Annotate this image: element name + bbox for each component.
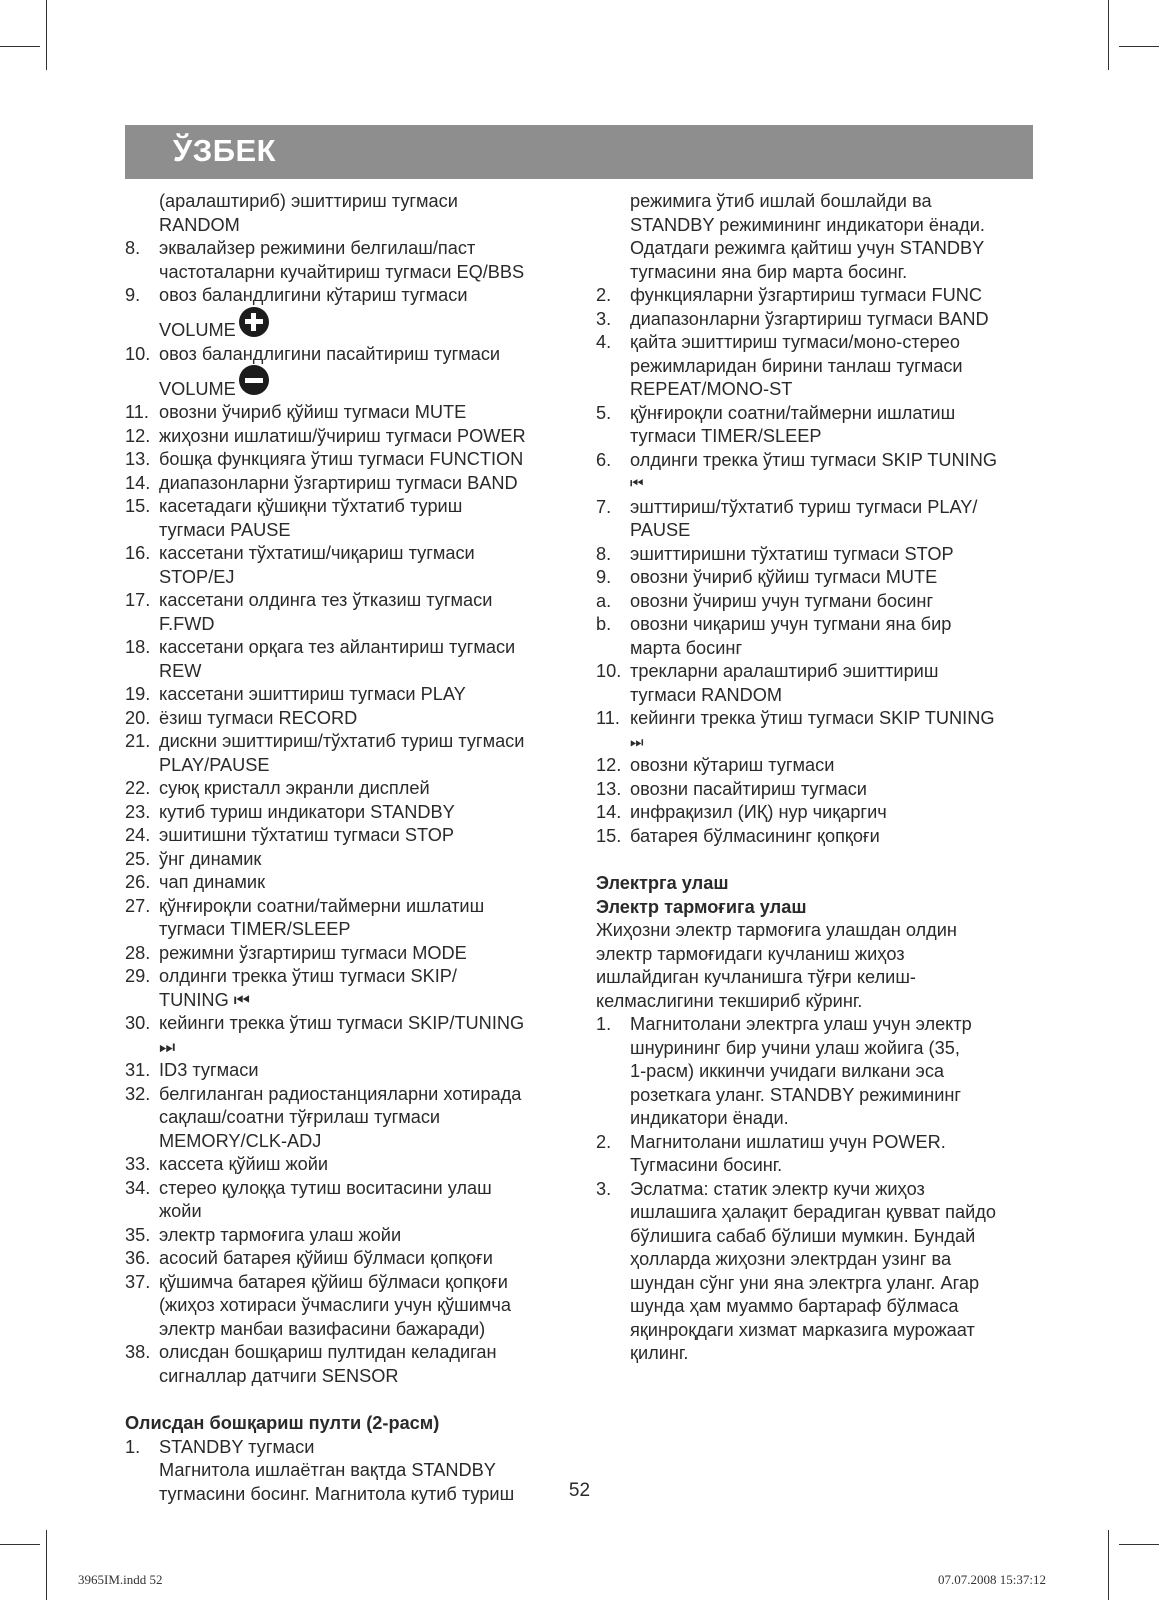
item-number: 7.: [596, 496, 612, 517]
list-item: [125, 472, 570, 496]
item-number: 34.: [125, 1177, 151, 1198]
item-text: марта босинг: [630, 637, 743, 658]
skip-back-icon: ⏮: [630, 475, 642, 492]
list-item: [125, 777, 570, 801]
item-number: 1.: [596, 1014, 612, 1034]
item-number: 10.: [596, 661, 622, 681]
item-number: 30.: [125, 1013, 151, 1033]
item-number: 23.: [125, 801, 151, 822]
list-item: [596, 449, 1036, 496]
item-text: диапазонларни ўзгартириш тугмаси BAND: [630, 308, 989, 329]
item-number: 36.: [125, 1248, 151, 1268]
item-text: кассета қўйиш жойи: [159, 1154, 329, 1174]
item-text: қўшимча батарея қўйиш бўлмаси қопқоғи: [159, 1271, 508, 1292]
text-line: Одатдаги режимга қайтиш учун STANDBY: [630, 238, 985, 258]
item-text: овозни кўтариш тугмаси: [630, 755, 835, 775]
list-item: [125, 1012, 570, 1059]
list-item: [596, 331, 1036, 402]
item-text: кассетани орқага тез айлантириш тугмаси: [159, 637, 516, 657]
item-number: 33.: [125, 1154, 151, 1174]
item-text: кутиб туриш индикатори STANDBY: [159, 801, 455, 822]
item-number: 9.: [596, 567, 612, 587]
language-header: [125, 125, 1033, 179]
crop-mark: [1108, 1530, 1109, 1600]
item-text: REW: [159, 660, 202, 681]
list-item: [125, 871, 570, 895]
item-number: 12.: [125, 425, 151, 446]
item-number: 1.: [125, 1436, 141, 1457]
item-text: розеткага уланг. STANDBY режимининг: [630, 1084, 962, 1105]
text-line: STANDBY режимининг индикатори ёнади.: [630, 214, 985, 235]
list-item: [596, 284, 1036, 308]
crop-mark: [46, 1530, 47, 1600]
text-line: Магнитола ишлаётган вақтда STANDBY: [159, 1460, 496, 1480]
item-text: ишлашига ҳалақит берадиган қувват пайдо: [630, 1202, 996, 1222]
item-text: дискни эшиттириш/тўхтатиб туриш тугмаси: [159, 731, 525, 751]
item-text: режимни ўзгартириш тугмаси MODE: [159, 942, 467, 963]
item-number: 9.: [125, 285, 141, 305]
list-item: [125, 284, 570, 308]
list-item: [125, 448, 570, 472]
item-text: эшиттиришни тўхтатиш тугмаси STOP: [630, 543, 954, 564]
item-text: бўлишига сабаб бўлиши мумкин. Бундай: [630, 1225, 976, 1246]
item-text: жиҳозни ишлатиш/ўчириш тугмаси POWER: [159, 425, 526, 446]
item-text: F.FWD: [159, 613, 215, 634]
item-text: тугмаси PAUSE: [159, 519, 291, 540]
item-text: эшттириш/тўхтатиб туриш тугмаси PLAY/: [630, 496, 978, 517]
item-number: b.: [596, 614, 612, 634]
section-heading-remote: Олисдан бошқариш пулти (2-расм): [125, 1413, 440, 1433]
item-text: кассетани эшиттириш тугмаси PLAY: [159, 684, 466, 704]
item-text: ўнг динамик: [159, 848, 262, 869]
item-text: Эслатма: статик электр кучи жиҳоз: [630, 1178, 925, 1199]
item-text: қайта эшиттириш тугмаси/моно-стерео: [630, 332, 960, 352]
plus-circle-icon: [239, 307, 269, 337]
item-number: 28.: [125, 942, 151, 963]
item-text: олдинги трекка ўтиш тугмаси SKIP TUNING: [630, 449, 997, 470]
list-item: [125, 1247, 570, 1271]
item-text: белгиланган радиостанцияларни хотирада: [159, 1083, 522, 1104]
item-number: 11.: [596, 708, 620, 728]
item-number: 6.: [596, 449, 612, 470]
volume-label: VOLUME: [159, 378, 236, 399]
item-text: кейинги трекка ўтиш тугмаси SKIP/TUNING: [159, 1013, 525, 1033]
item-text: TUNING ⏮: [159, 989, 251, 1010]
item-text: STANDBY тугмаси: [159, 1436, 315, 1457]
list-item: [125, 942, 570, 966]
item-number: 14.: [596, 802, 622, 822]
list-item: [596, 1131, 1036, 1178]
item-text: шунда ҳам муаммо бартараф бўлмаса: [630, 1296, 959, 1316]
list-item: [125, 636, 570, 683]
item-text: индикатори ёнади.: [630, 1108, 789, 1128]
item-text: шнурининг бир учини улаш жойига (35,: [630, 1037, 960, 1058]
item-number: 15.: [596, 825, 622, 846]
item-text: касетадаги қўшиқни тўхтатиб туриш: [159, 496, 463, 516]
item-text: ёзиш тугмаси RECORD: [159, 707, 358, 728]
item-text: функцияларни ўзгартириш тугмаси FUNC: [630, 285, 982, 305]
item-text: жойи: [159, 1201, 202, 1221]
crop-mark: [1119, 46, 1159, 47]
item-number: 38.: [125, 1342, 151, 1362]
item-number: 5.: [596, 402, 612, 423]
item-text: (жиҳоз хотираси ўчмаслиги учун қўшимча: [159, 1295, 511, 1315]
item-number: 8.: [596, 543, 612, 564]
text-line: (аралаштириб) эшиттириш тугмаси: [159, 191, 458, 211]
list-item: [125, 848, 570, 872]
item-text: кассетани тўхтатиш/чиқариш тугмаси: [159, 543, 475, 563]
item-text: Магнитолани электрга улаш учун электр: [630, 1014, 972, 1034]
skip-forward-icon: ⏭: [630, 733, 642, 751]
item-number: 14.: [125, 472, 151, 493]
crop-mark: [1119, 1544, 1159, 1545]
item-number: 3.: [596, 1178, 612, 1199]
item-number: 27.: [125, 895, 151, 916]
item-text: тугмаси TIMER/SLEEP: [630, 426, 822, 446]
left-column: [125, 190, 570, 1506]
item-number: 21.: [125, 731, 151, 751]
item-text: STOP/EJ: [159, 566, 235, 587]
list-item: [125, 1224, 570, 1248]
list-item: [125, 707, 570, 731]
list-item: [125, 1059, 570, 1083]
item-number: 8.: [125, 238, 141, 258]
item-text: овозни ўчириб қўйиш тугмаси MUTE: [159, 402, 467, 422]
item-text: трекларни аралаштириб эшиттириш: [630, 661, 939, 681]
item-text: Магнитолани ишлатиш учун POWER.: [630, 1131, 946, 1152]
item-text: батарея бўлмасининг қопқоғи: [630, 825, 880, 846]
list-item: [125, 1153, 570, 1177]
item-text: эквалайзер режимини белгилаш/паст: [159, 238, 476, 258]
item-text: овозни пасайтириш тугмаси: [630, 778, 867, 799]
list-item: [125, 801, 570, 825]
item-number: 10.: [125, 343, 151, 364]
item-text: ⏭: [159, 1036, 176, 1057]
list-item: [125, 895, 570, 942]
item-text: овозни ўчириб қўйиш тугмаси MUTE: [630, 567, 938, 587]
text-line: режимига ўтиб ишлай бошлайди ва: [630, 191, 932, 211]
section-heading-power: Электрга улаш: [596, 873, 729, 893]
item-text: электр тармоғига улаш жойи: [159, 1224, 402, 1245]
item-text: овозни чиқариш учун тугмани яна бир: [630, 614, 952, 634]
item-number: 19.: [125, 684, 151, 704]
item-number: 20.: [125, 707, 151, 728]
volume-label: VOLUME: [159, 320, 236, 340]
item-text: тугмаси TIMER/SLEEP: [159, 919, 351, 939]
list-item: [596, 1178, 1036, 1366]
list-item: [125, 1341, 570, 1388]
list-item: [125, 965, 570, 1012]
item-text: кейинги трекка ўтиш тугмаси SKIP TUNING: [630, 708, 995, 728]
item-text: ID3 тугмаси: [159, 1060, 259, 1080]
list-item: [125, 730, 570, 777]
item-number: 13.: [125, 449, 151, 469]
item-text: кассетани олдинга тез ўтказиш тугмаси: [159, 590, 493, 610]
volume-down-line: [125, 366, 570, 401]
item-text: олисдан бошқариш пултидан келадиган: [159, 1342, 497, 1362]
text-line: ишлайдиган кучланишга тўғри келиш-: [596, 967, 916, 987]
list-item: [596, 543, 1036, 567]
item-text: диапазонларни ўзгартириш тугмаси BAND: [159, 472, 518, 493]
volume-up-line: [125, 308, 570, 343]
list-item: [596, 660, 1036, 707]
list-item: [125, 1083, 570, 1154]
item-text: сақлаш/соатни тўғрилаш тугмаси: [159, 1107, 441, 1127]
text-line: RANDOM: [159, 214, 240, 235]
list-item: [596, 613, 1036, 660]
item-text: тугмаси RANDOM: [630, 684, 783, 705]
list-item: [596, 801, 1036, 825]
list-item: [596, 825, 1036, 849]
list-item: [596, 402, 1036, 449]
item-text: сигналлар датчиги SENSOR: [159, 1365, 399, 1386]
list-item: [596, 778, 1036, 802]
item-text: чап динамик: [159, 872, 266, 892]
list-item: [596, 1013, 1036, 1131]
crop-mark: [46, 0, 47, 70]
list-item: [125, 589, 570, 636]
list-item: [125, 495, 570, 542]
item-number: a.: [596, 590, 612, 611]
item-number: 24.: [125, 825, 151, 845]
list-item: [596, 308, 1036, 332]
crop-mark: [0, 46, 40, 47]
item-text: овозни ўчириш учун тугмани босинг: [630, 590, 934, 611]
item-number: 25.: [125, 848, 151, 869]
item-text: частоталарни кучайтириш тугмаси EQ/BBS: [159, 261, 525, 282]
item-text: PLAY/PAUSE: [159, 754, 270, 775]
list-item: [125, 1436, 570, 1460]
list-item: [125, 683, 570, 707]
item-text: қўнғироқли соатни/таймерни ишлатиш: [159, 895, 485, 916]
item-number: 3.: [596, 308, 612, 329]
item-text: қўнғироқли соатни/таймерни ишлатиш: [630, 402, 956, 423]
list-item: [125, 237, 570, 284]
crop-mark: [0, 1544, 40, 1545]
item-text: Тугмасини босинг.: [630, 1155, 783, 1175]
item-number: 16.: [125, 543, 151, 563]
item-number: 15.: [125, 496, 151, 516]
item-number: 17.: [125, 590, 151, 610]
item-text: REPEAT/MONO-ST: [630, 379, 793, 399]
item-number: 13.: [596, 778, 622, 799]
page-number: 52: [568, 1480, 591, 1501]
item-number: 22.: [125, 778, 151, 798]
item-text: суюқ кристалл экранли дисплей: [159, 778, 430, 798]
item-number: 2.: [596, 1131, 612, 1152]
item-text: овоз баландлигини пасайтириш тугмаси: [159, 343, 501, 364]
text-line: тугмасини яна бир марта босинг.: [630, 261, 908, 282]
text-line: электр тармоғидаги кучланиш жиҳоз: [596, 943, 905, 964]
item-text: қилинг.: [630, 1343, 689, 1363]
list-item: [596, 707, 1036, 754]
item-text: яқинроқдаги хизмат марказига мурожаат: [630, 1319, 975, 1340]
item-text: овоз баландлигини кўтариш тугмаси: [159, 285, 468, 305]
item-text: режимларидан бирини танлаш тугмаси: [630, 355, 963, 376]
list-item: [125, 343, 570, 367]
item-text: бошқа функцияга ўтиш тугмаси FUNCTION: [159, 449, 524, 469]
item-text: асосий батарея қўйиш бўлмаси қопқоғи: [159, 1248, 493, 1268]
minus-circle-icon: [239, 365, 269, 395]
item-text: шундан сўнг уни яна электрга уланг. Агар: [630, 1272, 980, 1293]
list-item: [125, 1177, 570, 1224]
text-line: келмаслигини текшириб кўринг.: [596, 990, 863, 1011]
item-number: 35.: [125, 1224, 151, 1245]
list-item: [125, 425, 570, 449]
list-item: [125, 824, 570, 848]
list-item: [125, 542, 570, 589]
item-number: 26.: [125, 872, 151, 892]
item-number: 31.: [125, 1060, 151, 1080]
item-text: эшитишни тўхтатиш тугмаси STOP: [159, 825, 455, 845]
crop-mark: [1108, 0, 1109, 70]
item-text: электр манбаи вазифасини бажаради): [159, 1318, 486, 1339]
item-number: 18.: [125, 637, 151, 657]
text-line: Жиҳозни электр тармоғига улашдан олдин: [596, 920, 957, 940]
item-text: инфрақизил (ИҚ) нур чиқаргич: [630, 802, 887, 822]
footer-file-info: 3965IM.indd 52: [78, 1572, 163, 1587]
list-item: [596, 566, 1036, 590]
item-text: PAUSE: [630, 520, 691, 540]
item-number: 29.: [125, 966, 151, 986]
item-number: 4.: [596, 332, 612, 352]
item-text: ҳолларда жиҳозни электрдан узинг ва: [630, 1249, 952, 1269]
item-text: 1-расм) иккинчи учидаги вилкани эса: [630, 1061, 945, 1081]
list-item: [596, 590, 1036, 614]
item-number: 11.: [125, 402, 149, 422]
item-text: MEMORY/CLK-ADJ: [159, 1130, 322, 1151]
footer-timestamp: 07.07.2008 15:37:12: [938, 1572, 1046, 1587]
list-item: [125, 1271, 570, 1342]
section-subheading-network: Электр тармоғига улаш: [596, 896, 807, 917]
item-text: олдинги трекка ўтиш тугмаси SKIP/: [159, 966, 457, 986]
text-line: тугмасини босинг. Магнитола кутиб туриш: [159, 1483, 515, 1504]
list-item: [596, 496, 1036, 543]
item-number: 12.: [596, 755, 622, 775]
item-text: стерео қулоққа тутиш воситасини улаш: [159, 1177, 492, 1198]
page-title: ЎЗБЕК: [173, 133, 277, 168]
list-item: [125, 401, 570, 425]
item-number: 37.: [125, 1271, 151, 1292]
right-column: [596, 190, 1036, 1366]
item-number: 2.: [596, 285, 612, 305]
list-item: [596, 754, 1036, 778]
item-number: 32.: [125, 1083, 151, 1104]
